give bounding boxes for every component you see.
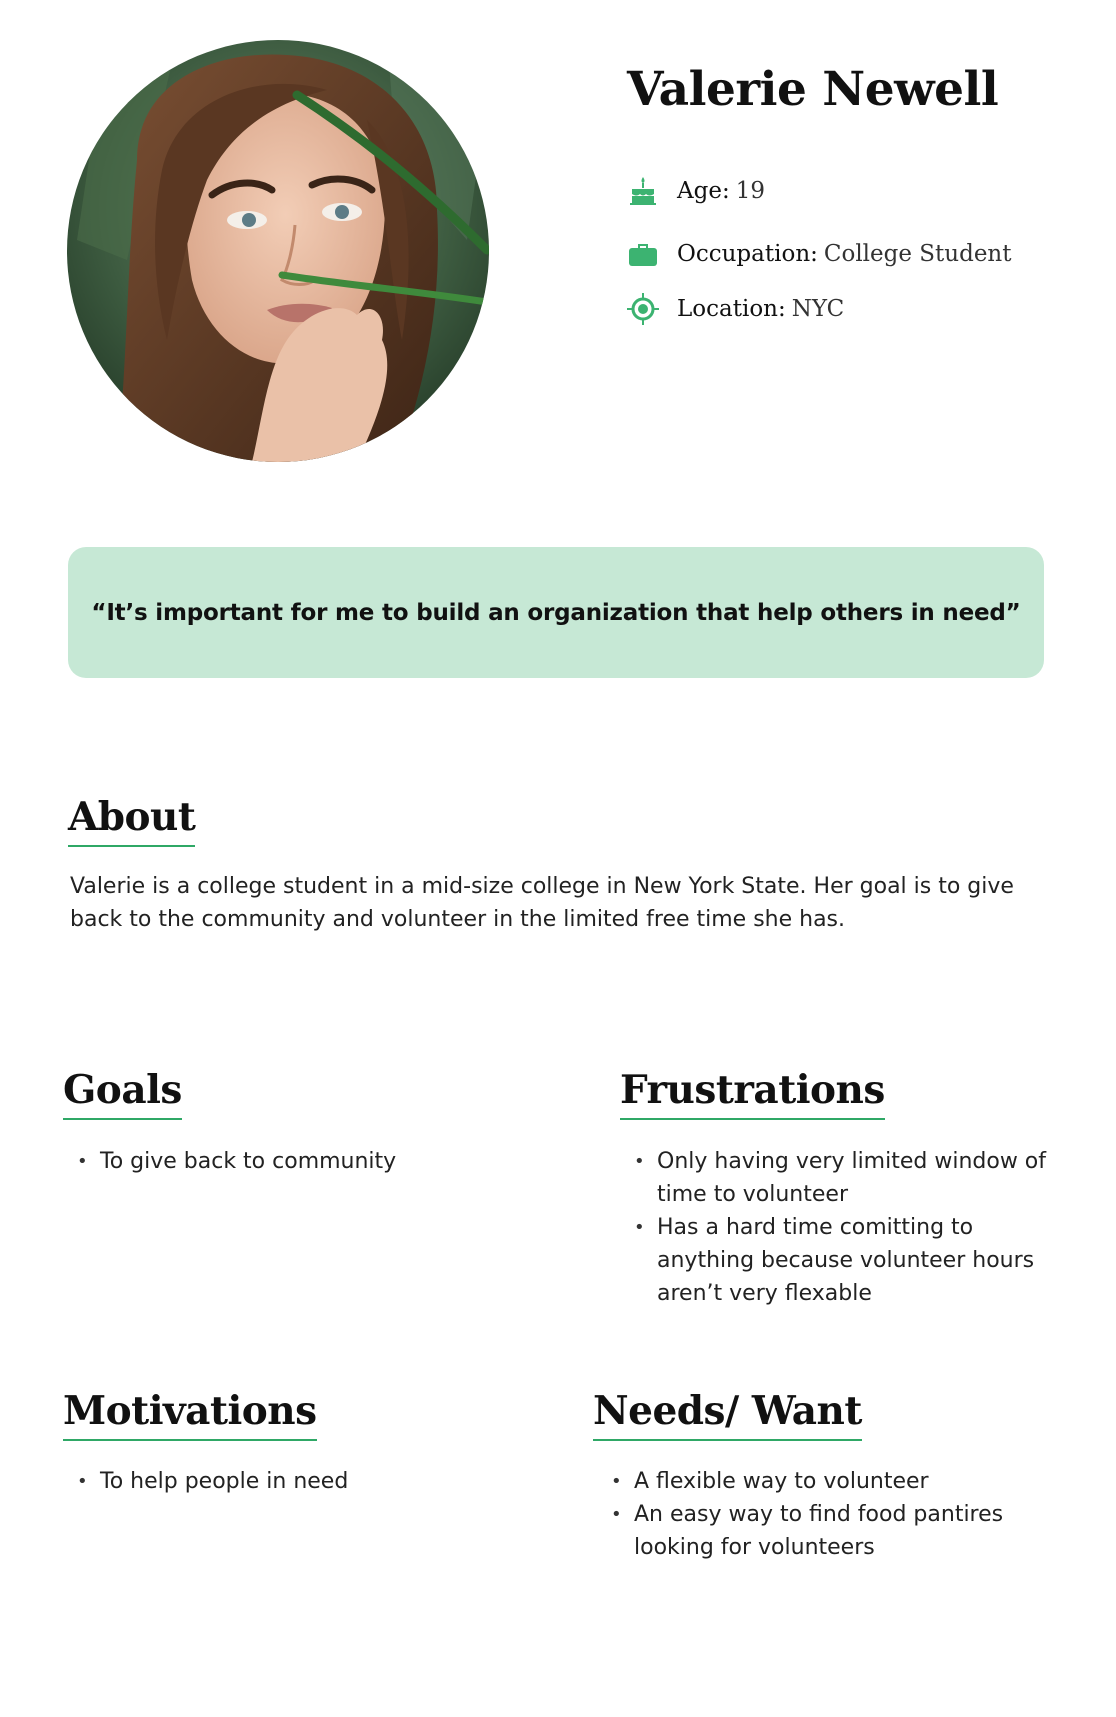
briefcase-icon (627, 238, 659, 270)
fact-age (627, 174, 765, 208)
needs-list (611, 1465, 1051, 1564)
list-item: • An easy way to find food pantires looking for volunteers (611, 1498, 1051, 1564)
fact-location-value: NYC (791, 296, 845, 322)
motivations-list (77, 1465, 517, 1498)
fact-age-value: 19 (735, 178, 765, 204)
goals-heading: Goals (63, 1069, 182, 1120)
list-item: • To give back to community (77, 1145, 517, 1178)
goals-list (77, 1145, 517, 1178)
motivations-heading: Motivations (63, 1390, 317, 1441)
persona-portrait (67, 40, 489, 462)
fact-location-label: Location: (677, 296, 786, 322)
persona-name: Valerie Newell (627, 62, 999, 117)
needs-heading: Needs/ Want (593, 1390, 862, 1441)
list-item: • Has a hard time comitting to anything because volunteer hours aren’t very flexable (634, 1211, 1074, 1310)
birthday-cake-icon (627, 175, 659, 207)
quote-banner (68, 547, 1044, 678)
fact-occupation (627, 237, 1012, 271)
location-target-icon (627, 293, 659, 325)
about-heading: About (68, 796, 195, 847)
quote-text: “It’s important for me to build an organization that help others in need” (91, 599, 1021, 626)
list-item: • Only having very limited window of time to volunteer (634, 1145, 1074, 1211)
about-text: Valerie is a college student in a mid-size college in New York State. Her goal is to give back to the community and volunteer in the limited free time she has. (70, 874, 1014, 932)
frustrations-list (634, 1145, 1074, 1310)
fact-location (627, 292, 844, 326)
fact-age-label: Age: (677, 178, 730, 204)
fact-occupation-value: College Student (823, 241, 1012, 267)
list-item: • A flexible way to volunteer (611, 1465, 1051, 1498)
fact-occupation-label: Occupation: (677, 241, 818, 267)
frustrations-heading: Frustrations (620, 1069, 885, 1120)
list-item: • To help people in need (77, 1465, 517, 1498)
